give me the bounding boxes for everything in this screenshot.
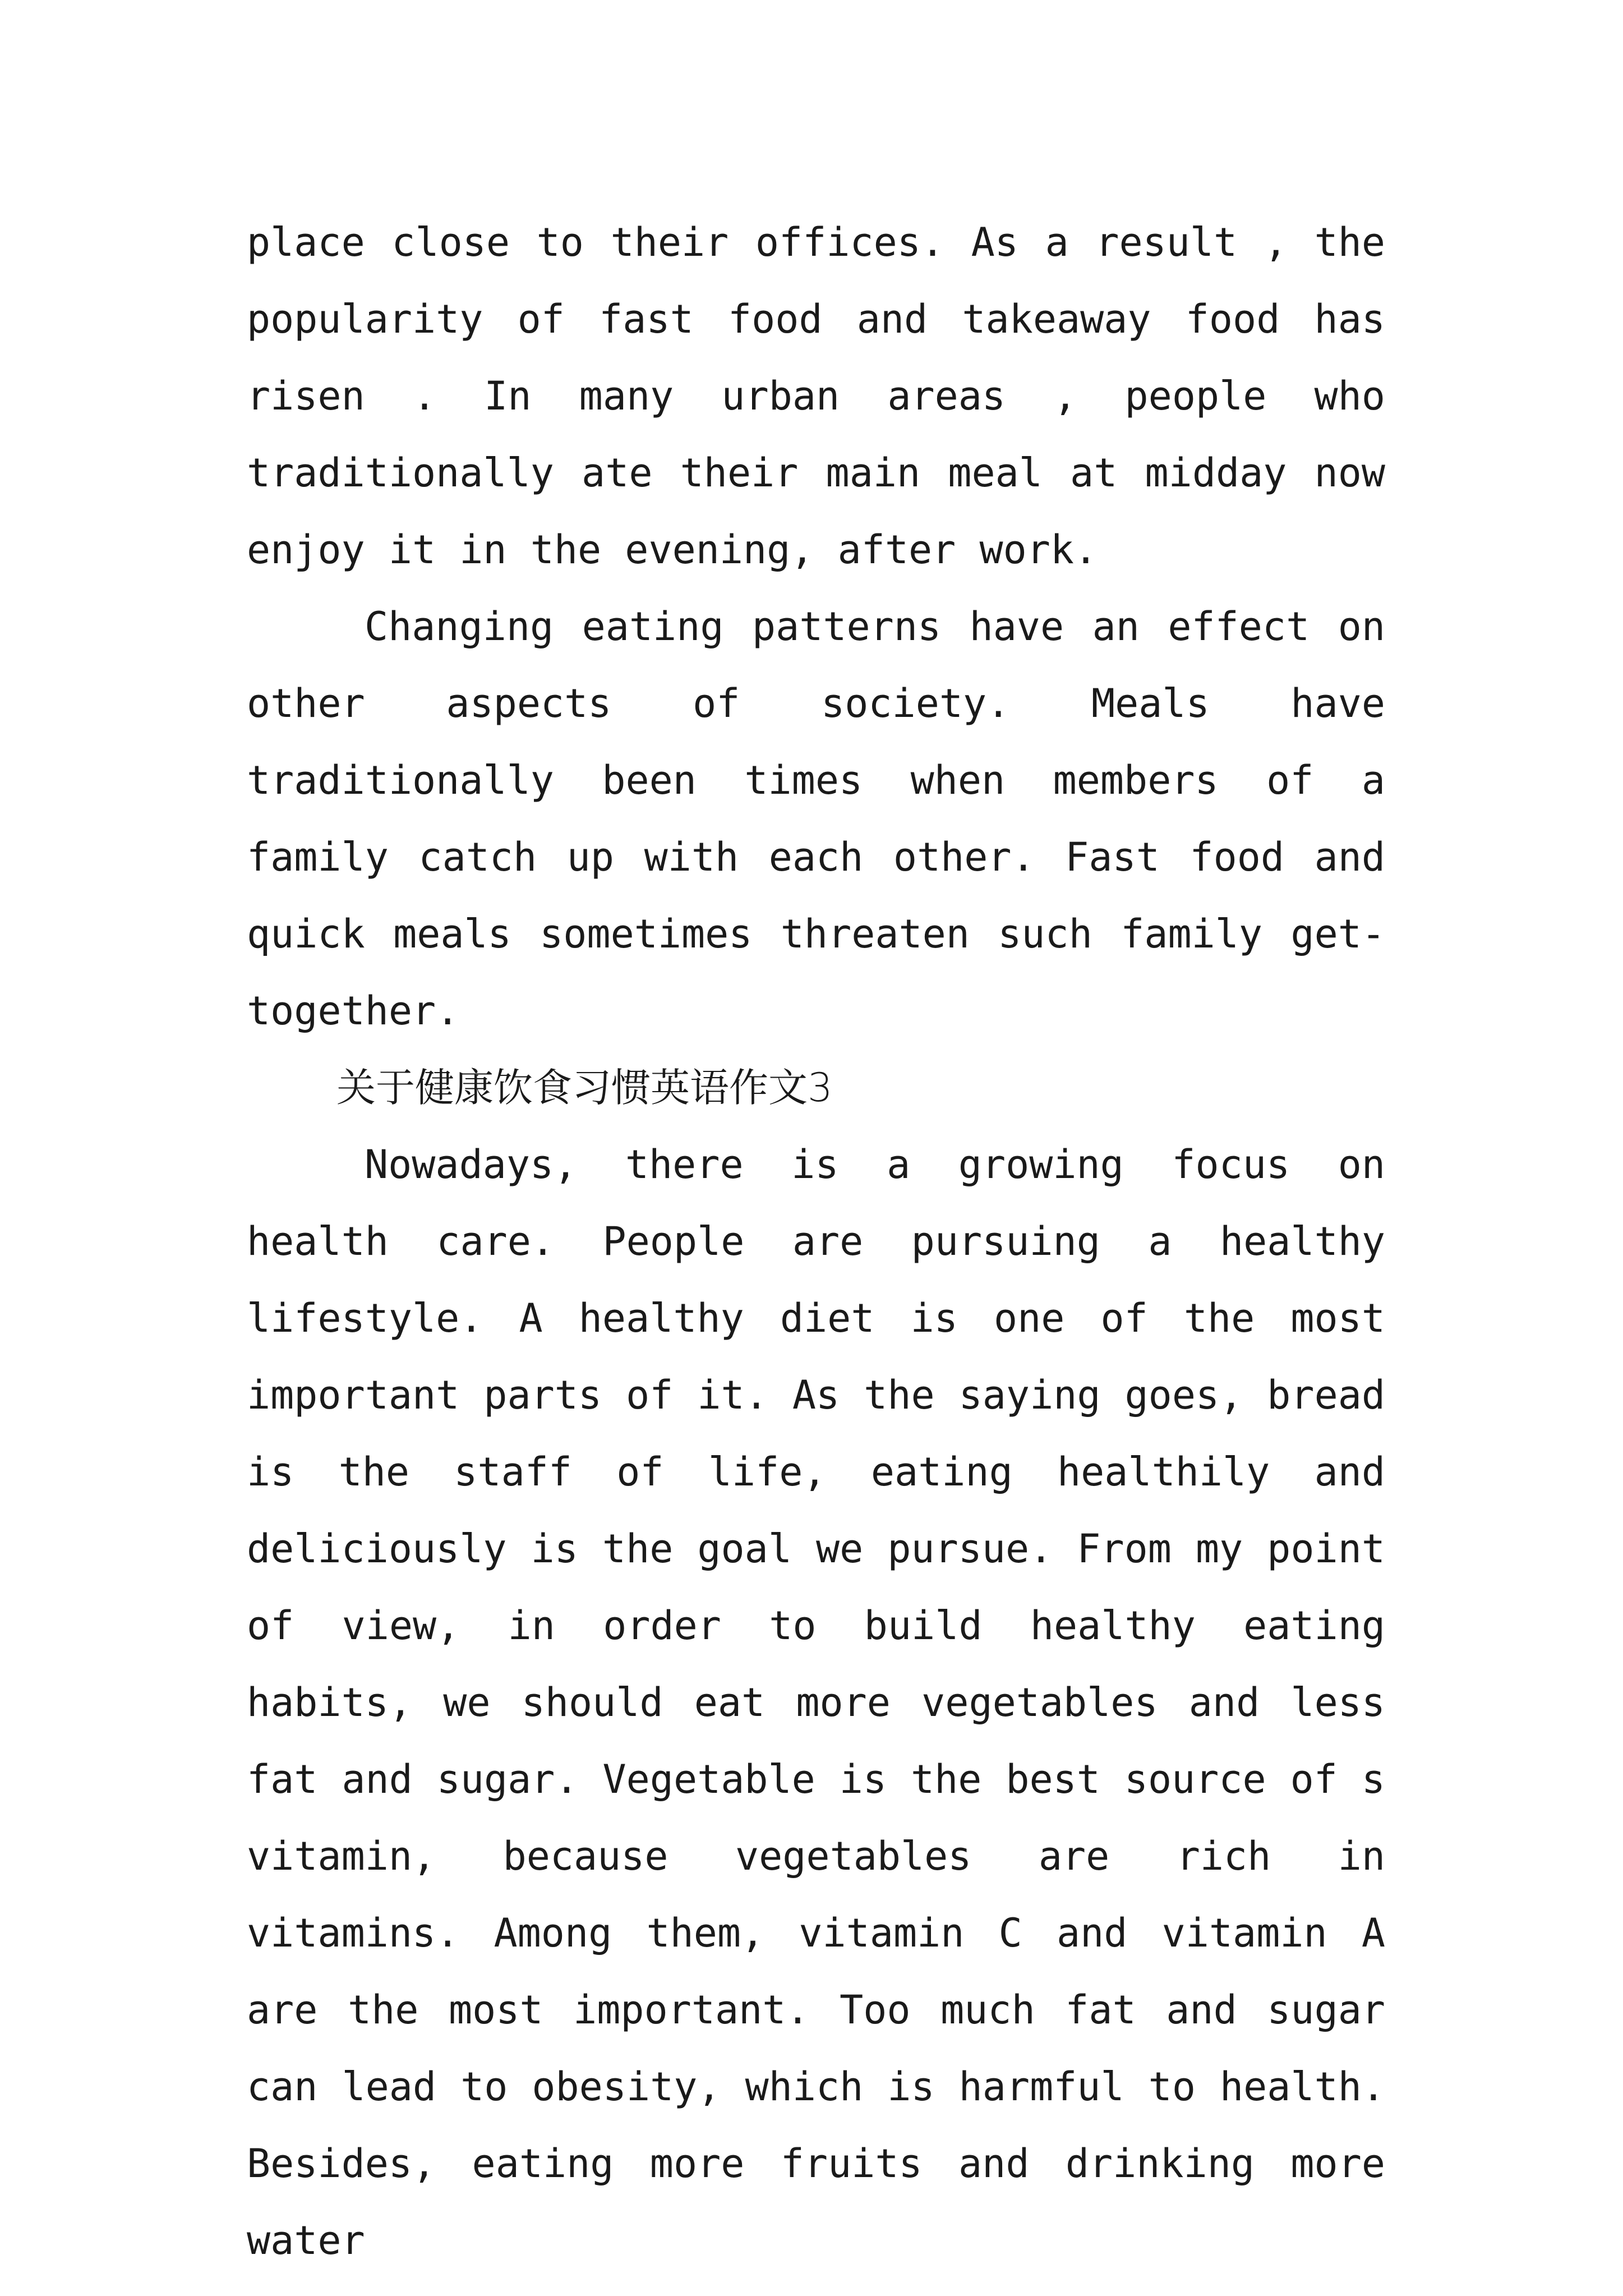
paragraph-changing-patterns: Changing eating patterns have an effect on other aspects of society. Meals have traditionally been times when members of a family catch up with each other. Fast food and quick meals sometimes threaten such family get-together. [247,604,1385,1034]
section-heading: 关于健康饮食习惯英语作文3 [336,1065,833,1111]
paragraph-continuation: place close to their offices. As a result , the popularity of fast food and takeaway food has risen . In many urban areas , people who traditionally ate their main meal at midday now enjoy it in the evening, after work. [247,219,1385,573]
document-body [247,204,1385,2279]
paragraph-healthy-diet: Nowadays, there is a growing focus on health care. People are pursuing a healthy lifestyle. A healthy diet is one of the most important parts of it. As the saying goes, bread is the staff of life, eating healthily and deliciously is the goal we pursue. From my point of view, in order to build healthy eating habits, we should eat more vegetables and less fat and sugar. Vegetable is the best source of s vitamin, because vegetables are rich in vitamins. Among them, vitamin C and vitamin A are the most important. Too much fat and sugar can lead to obesity, which is harmful to health. Besides, eating more fruits and drinking more water [247,1142,1385,2263]
